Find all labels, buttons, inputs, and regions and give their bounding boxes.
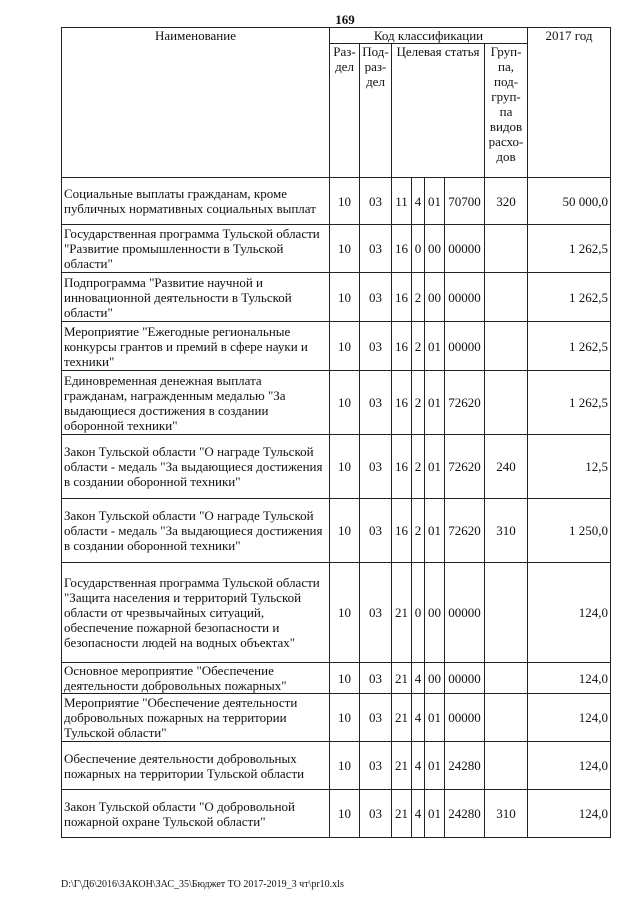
row-expense-group: 320 [485, 178, 528, 225]
row-section: 10 [330, 371, 360, 435]
row-target-direction: 24280 [445, 790, 485, 838]
header-subsection: Под- раз- дел [360, 44, 392, 178]
row-section: 10 [330, 563, 360, 663]
row-sum-2017: 1 262,5 [528, 225, 611, 273]
row-target-program: 16 [392, 322, 412, 371]
row-sum-2017: 124,0 [528, 694, 611, 742]
header-year: 2017 год [528, 28, 611, 178]
row-section: 10 [330, 663, 360, 694]
row-subsection: 03 [360, 322, 392, 371]
row-section: 10 [330, 225, 360, 273]
row-expense-group [485, 371, 528, 435]
row-section: 10 [330, 790, 360, 838]
row-name: Государственная программа Тульской области "Защита населения и территорий Тульской области от чрезвычайных ситуаций, обеспечение пожарной безопасности и безопасности людей на водных объектах" [62, 563, 330, 663]
row-target-event: 01 [425, 499, 445, 563]
row-sum-2017: 124,0 [528, 563, 611, 663]
table-row [62, 790, 611, 838]
row-section: 10 [330, 435, 360, 499]
row-target-direction: 00000 [445, 225, 485, 273]
row-subsection: 03 [360, 371, 392, 435]
row-target-program: 21 [392, 742, 412, 790]
row-section: 10 [330, 178, 360, 225]
row-target-event: 00 [425, 663, 445, 694]
table-row [62, 499, 611, 563]
row-expense-group [485, 322, 528, 371]
row-expense-group [485, 663, 528, 694]
row-target-direction: 72620 [445, 435, 485, 499]
row-target-subprogram: 4 [412, 742, 425, 790]
row-target-subprogram: 0 [412, 225, 425, 273]
row-expense-group [485, 563, 528, 663]
table-row [62, 225, 611, 273]
row-target-event: 01 [425, 322, 445, 371]
row-name: Обеспечение деятельности добровольных пожарных на территории Тульской области [62, 742, 330, 790]
row-target-direction: 72620 [445, 371, 485, 435]
page-number: 169 [335, 12, 355, 27]
row-section: 10 [330, 742, 360, 790]
row-target-program: 16 [392, 225, 412, 273]
row-target-direction: 00000 [445, 694, 485, 742]
row-target-subprogram: 2 [412, 322, 425, 371]
row-target-subprogram: 4 [412, 694, 425, 742]
row-section: 10 [330, 694, 360, 742]
row-expense-group [485, 273, 528, 322]
row-section: 10 [330, 273, 360, 322]
row-name: Основное мероприятие "Обеспечение деятельности добровольных пожарных" [62, 663, 330, 694]
row-target-direction: 72620 [445, 499, 485, 563]
row-sum-2017: 124,0 [528, 663, 611, 694]
row-target-direction: 00000 [445, 322, 485, 371]
row-target-subprogram: 2 [412, 273, 425, 322]
table-row [62, 663, 611, 694]
table-row [62, 563, 611, 663]
row-sum-2017: 124,0 [528, 742, 611, 790]
row-target-subprogram: 4 [412, 663, 425, 694]
header-row-top [62, 28, 611, 44]
row-subsection: 03 [360, 273, 392, 322]
row-expense-group [485, 694, 528, 742]
row-subsection: 03 [360, 435, 392, 499]
row-sum-2017: 12,5 [528, 435, 611, 499]
table-row [62, 178, 611, 225]
row-sum-2017: 1 262,5 [528, 273, 611, 322]
row-target-subprogram: 2 [412, 499, 425, 563]
row-sum-2017: 1 262,5 [528, 371, 611, 435]
row-subsection: 03 [360, 742, 392, 790]
row-name: Закон Тульской области "О награде Тульской области - медаль "За выдающиеся достижения в создании оборонной техники" [62, 499, 330, 563]
row-subsection: 03 [360, 694, 392, 742]
row-section: 10 [330, 499, 360, 563]
row-name: Подпрограмма "Развитие научной и инновационной деятельности в Тульской области" [62, 273, 330, 322]
row-target-direction: 00000 [445, 273, 485, 322]
row-name: Закон Тульской области "О добровольной пожарной охране Тульской области" [62, 790, 330, 838]
footer-file-path: D:\Г\Д6\2016\ЗАКОН\ЗАС_35\Бюджет ТО 2017-2019_3 чт\pr10.xls [61, 879, 344, 890]
row-target-event: 00 [425, 225, 445, 273]
row-target-program: 21 [392, 563, 412, 663]
row-subsection: 03 [360, 225, 392, 273]
row-section: 10 [330, 322, 360, 371]
header-name: Наименование [62, 28, 330, 178]
row-name: Закон Тульской области "О награде Тульской области - медаль "За выдающиеся достижения в создании оборонной техники" [62, 435, 330, 499]
row-target-subprogram: 4 [412, 178, 425, 225]
row-subsection: 03 [360, 499, 392, 563]
row-expense-group [485, 225, 528, 273]
row-target-program: 16 [392, 273, 412, 322]
row-target-direction: 00000 [445, 663, 485, 694]
row-target-subprogram: 2 [412, 435, 425, 499]
row-name: Мероприятие "Обеспечение деятельности добровольных пожарных на территории Тульской области" [62, 694, 330, 742]
table-row [62, 322, 611, 371]
table-row [62, 371, 611, 435]
row-sum-2017: 50 000,0 [528, 178, 611, 225]
table-row [62, 694, 611, 742]
row-target-subprogram: 0 [412, 563, 425, 663]
row-name: Мероприятие "Ежегодные региональные конкурсы грантов и премий в сфере науки и техники" [62, 322, 330, 371]
table-row [62, 435, 611, 499]
header-expense-group: Груп- па, под- груп- па видов расхо- дов [485, 44, 528, 178]
row-target-direction: 24280 [445, 742, 485, 790]
row-target-event: 01 [425, 790, 445, 838]
row-target-program: 16 [392, 371, 412, 435]
row-subsection: 03 [360, 563, 392, 663]
row-target-program: 21 [392, 694, 412, 742]
row-sum-2017: 124,0 [528, 790, 611, 838]
row-target-event: 00 [425, 273, 445, 322]
row-expense-group: 310 [485, 499, 528, 563]
row-sum-2017: 1 262,5 [528, 322, 611, 371]
row-expense-group: 310 [485, 790, 528, 838]
row-target-event: 01 [425, 694, 445, 742]
row-target-program: 21 [392, 663, 412, 694]
row-target-direction: 70700 [445, 178, 485, 225]
row-subsection: 03 [360, 663, 392, 694]
row-expense-group: 240 [485, 435, 528, 499]
row-target-event: 00 [425, 563, 445, 663]
row-target-program: 21 [392, 790, 412, 838]
row-target-event: 01 [425, 435, 445, 499]
row-target-event: 01 [425, 371, 445, 435]
row-sum-2017: 1 250,0 [528, 499, 611, 563]
table-row [62, 742, 611, 790]
header-code-group: Код классификации [330, 28, 528, 44]
row-name: Единовременная денежная выплата гражданам, награжденным медалью "За выдающиеся достижения в создании оборонной техники" [62, 371, 330, 435]
row-subsection: 03 [360, 178, 392, 225]
row-target-event: 01 [425, 178, 445, 225]
row-target-direction: 00000 [445, 563, 485, 663]
row-target-subprogram: 4 [412, 790, 425, 838]
row-target-program: 16 [392, 435, 412, 499]
row-target-program: 16 [392, 499, 412, 563]
row-target-event: 01 [425, 742, 445, 790]
header-target-article: Целевая статья [392, 44, 485, 178]
budget-table [61, 27, 611, 838]
row-target-subprogram: 2 [412, 371, 425, 435]
row-name: Государственная программа Тульской области "Развитие промышленности в Тульской области" [62, 225, 330, 273]
header-section: Раз- дел [330, 44, 360, 178]
row-subsection: 03 [360, 790, 392, 838]
row-expense-group [485, 742, 528, 790]
row-target-program: 11 [392, 178, 412, 225]
table-row [62, 273, 611, 322]
row-name: Социальные выплаты гражданам, кроме публичных нормативных социальных выплат [62, 178, 330, 225]
